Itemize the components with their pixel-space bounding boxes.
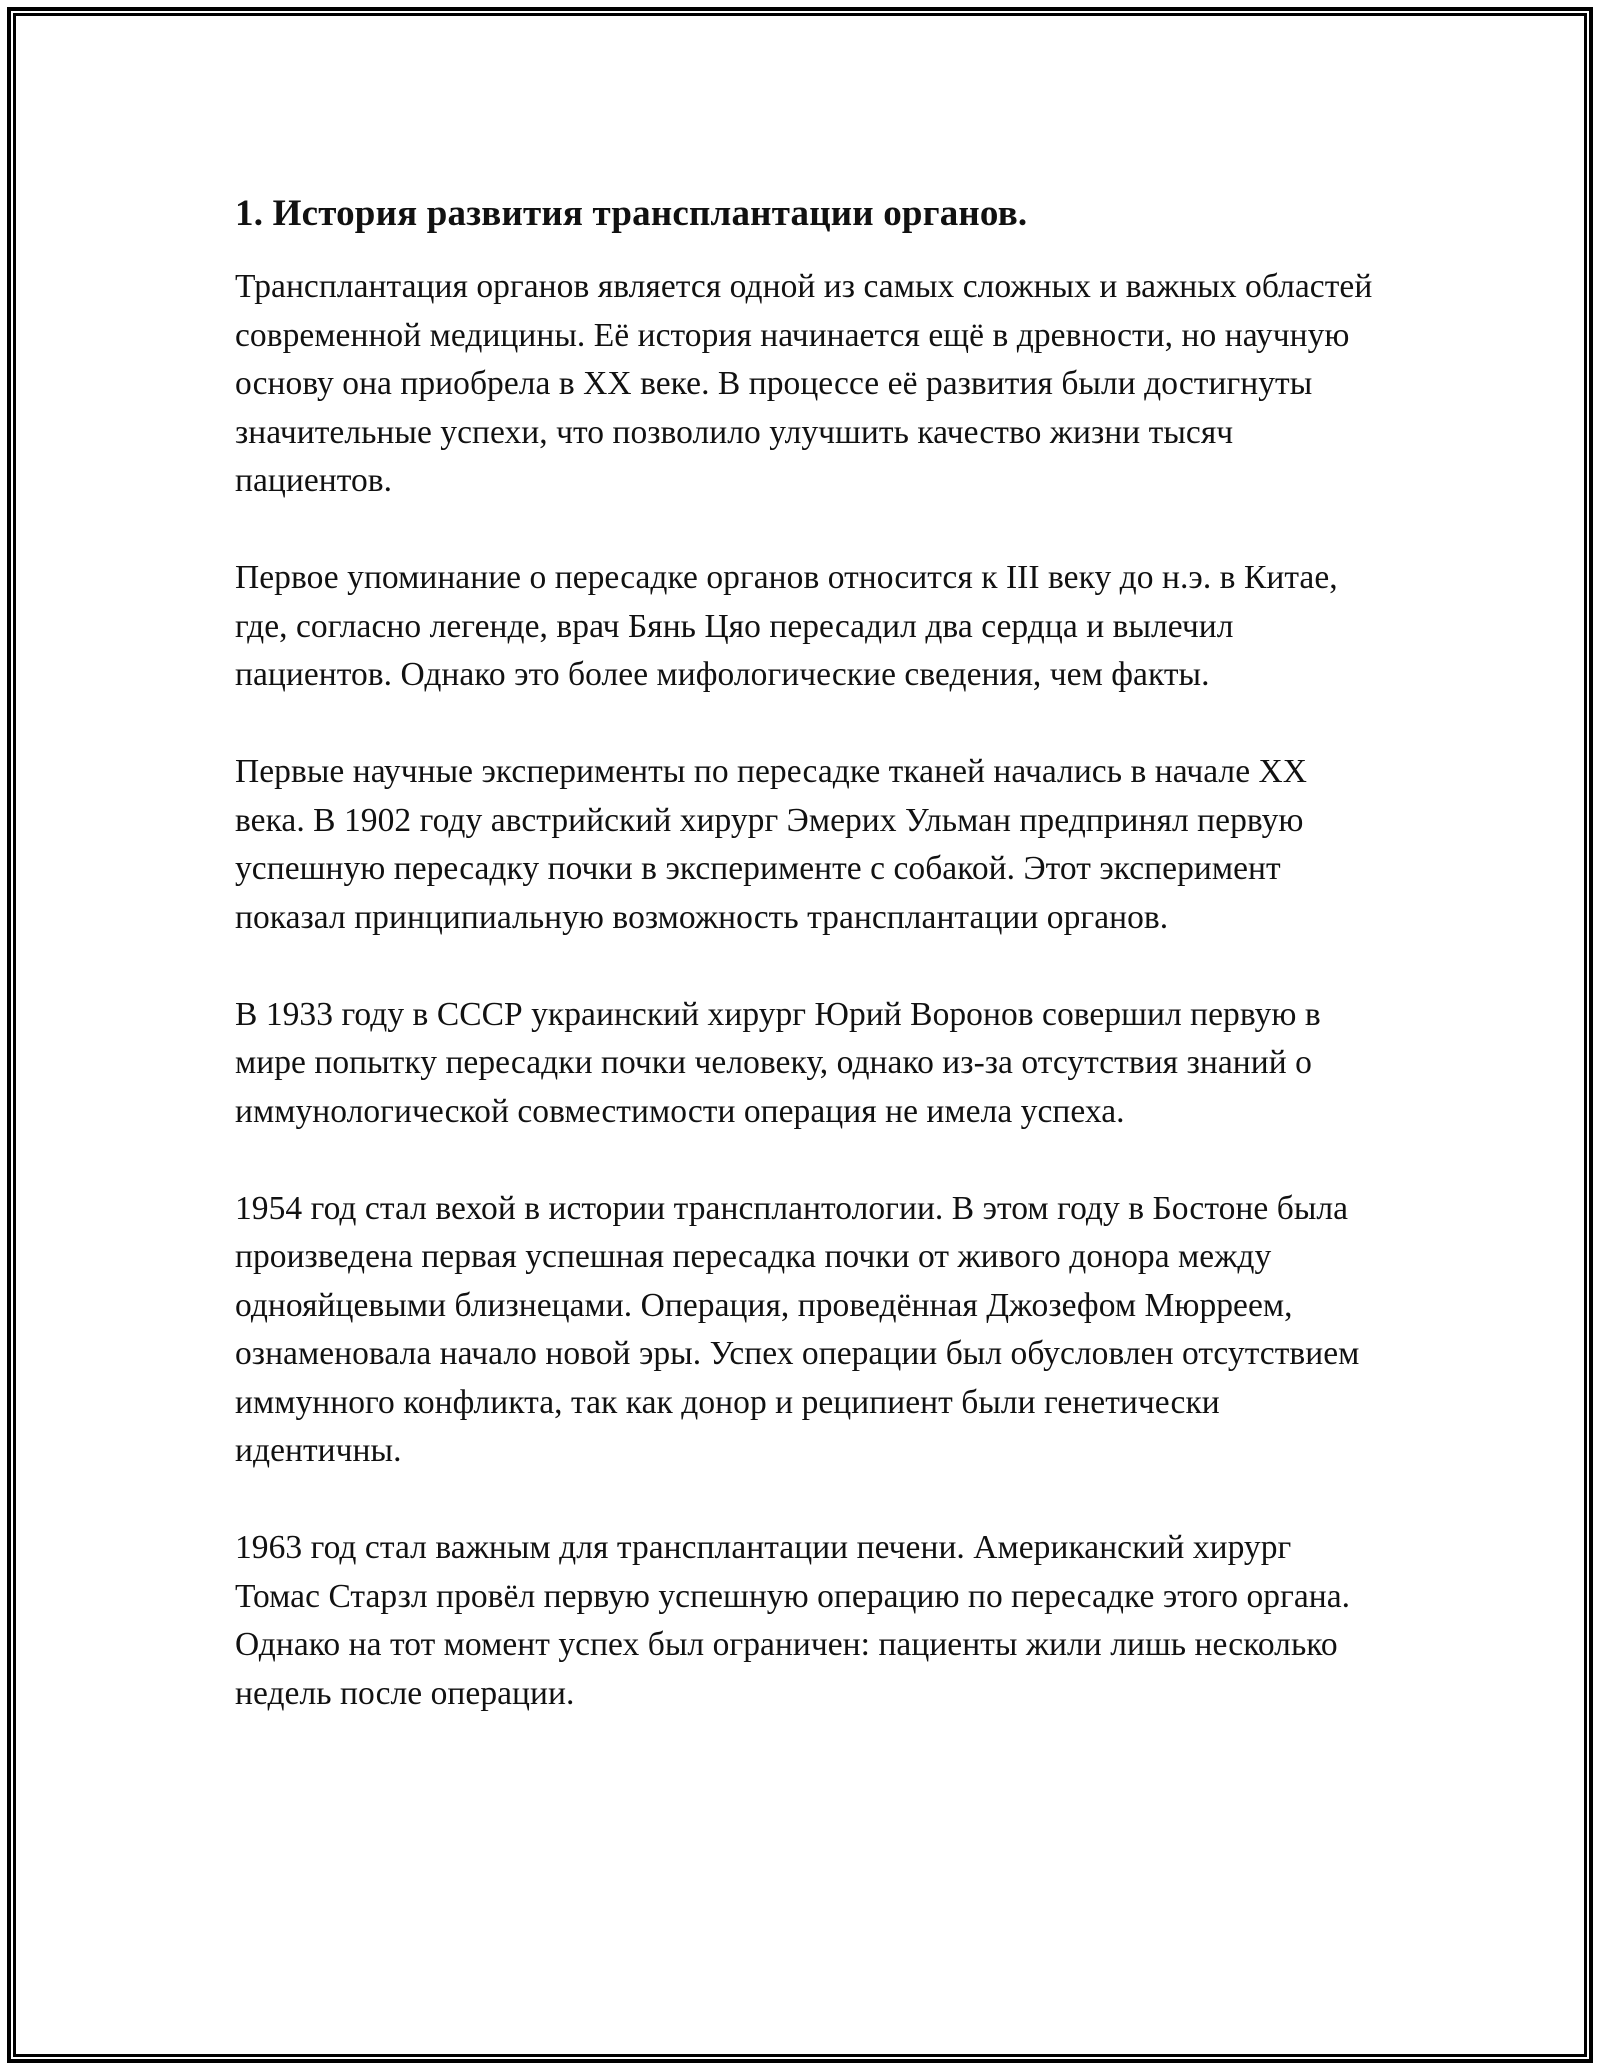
paragraph-intro: Трансплантация органов является одной из самых сложных и важных областей современной медицины. Её история начинается ещё в древности, но научную основу она приобрела в XX веке. В процессе её развития были достигнуты значительные успехи, что позволило улучшить качество жизни тысяч пациентов. [235,268,1373,499]
paragraph-ancient-china: Первое упоминание о пересадке органов относится к III веку до н.э. в Китае, где, согласно легенде, врач Бянь Цяо пересадил два сердца и вылечил пациентов. Однако это более мифологические сведения, чем факты. [235,559,1338,693]
paragraph-voronov-1933: В 1933 году в СССР украинский хирург Юрий Воронов совершил первую в мире попытку пересадки почки человеку, однако из-за отсутствия знаний о иммунологической совместимости операция не имела успеха. [235,995,1321,1130]
paragraph-starzl-1963: 1963 год стал важным для трансплантации печени. Американский хирург Томас Старзл провёл первую успешную операцию по пересадке этого органа. Однако на тот момент успех был ограничен: пациенты жили лишь несколько недель после операции. [235,1529,1351,1712]
document-body [235,180,1375,1718]
section-heading: 1. История развития трансплантации органов. [235,193,1028,234]
paragraph-ullmann-1902: Первые научные эксперименты по пересадке тканей начались в начале XX века. В 1902 году австрийский хирург Эмерих Ульман предпринял первую успешную пересадку почки в эксперименте с собакой. Этот эксперимент показал принципиальную возможность трансплантации органов. [235,753,1308,936]
paragraph-murray-1954: 1954 год стал вехой в истории трансплантологии. В этом году в Бостоне была произведена первая успешная пересадка почки от живого донора между однояйцевыми близнецами. Операция, проведённая Джозефом Мюрреем, ознаменовала начало новой эры. Успех операции был обусловлен отсутствием иммунного конфликта, так как донор и реципиент были генетически идентичны. [235,1189,1360,1469]
